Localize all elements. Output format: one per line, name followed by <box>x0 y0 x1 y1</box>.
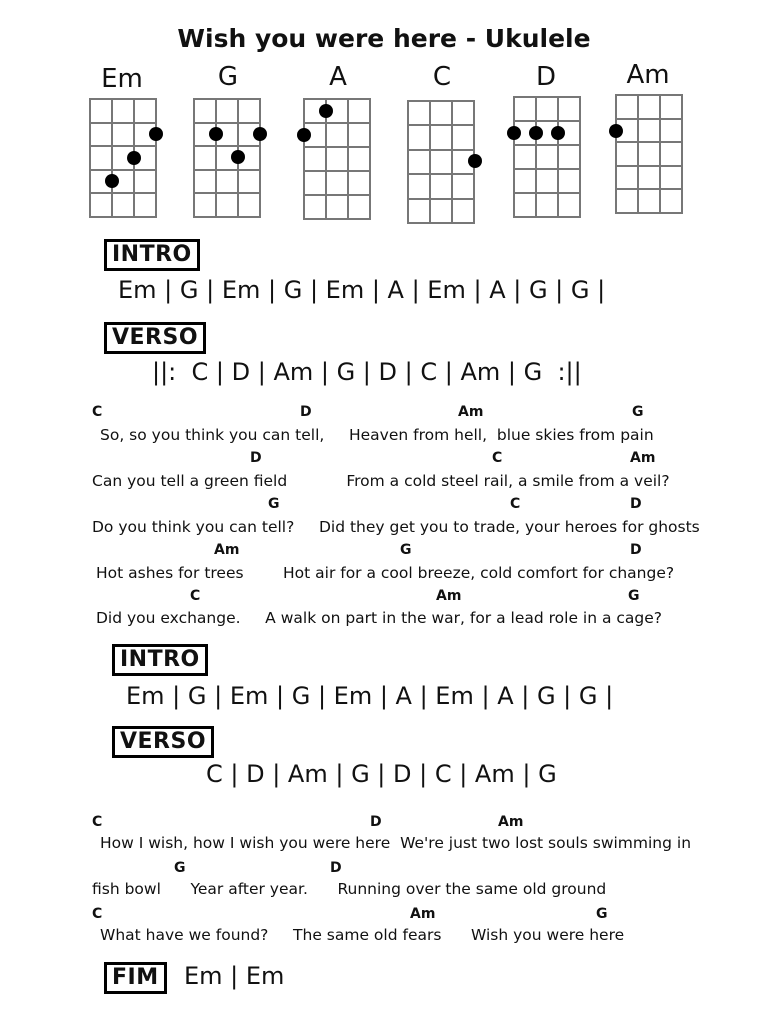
chord-label: D <box>250 450 262 466</box>
chord-label: C <box>190 588 201 604</box>
chord-label: G <box>268 496 280 512</box>
chord-diagram-a-icon <box>294 94 384 224</box>
lyric-line: Did you exchange. A walk on part in the war, for a lead role in a cage? <box>96 609 663 627</box>
chord-diagram-em-icon <box>80 94 170 224</box>
chord-label: Am <box>214 542 240 558</box>
chord-label: D <box>370 814 382 830</box>
chord-label: C <box>92 814 103 830</box>
chord-name-am: Am <box>626 60 670 90</box>
lyric-line: Can you tell a green field From a cold steel rail, a smile from a veil? <box>92 472 670 490</box>
chord-name-c: C <box>432 62 452 92</box>
chord-label: C <box>492 450 503 466</box>
chord-name-g: G <box>217 62 239 92</box>
chord-label: Am <box>630 450 656 466</box>
chord-diagram-am-icon <box>606 92 696 222</box>
chord-name-em: Em <box>101 64 143 94</box>
chord-label: D <box>330 860 342 876</box>
chord-label: D <box>630 542 642 558</box>
chord-label: C <box>92 404 103 420</box>
section-verso: VERSO <box>104 322 206 354</box>
chord-name-d: D <box>535 62 557 92</box>
lyric-line: fish bowl Year after year. Running over the same old ground <box>92 880 607 898</box>
chord-diagram-g-icon <box>186 94 276 224</box>
lyric-line: What have we found? The same old fears Wish you were here <box>100 926 625 944</box>
section-fim: FIM <box>104 962 167 994</box>
chord-label: Am <box>436 588 462 604</box>
lyric-line: Hot ashes for trees Hot air for a cool breeze, cold comfort for change? <box>96 564 675 582</box>
chord-label: Am <box>498 814 524 830</box>
section-intro: INTRO <box>112 644 208 676</box>
lyric-line: So, so you think you can tell, Heaven from hell, blue skies from pain <box>100 426 654 444</box>
chord-label: D <box>630 496 642 512</box>
chord-label: G <box>628 588 640 604</box>
intro-progression: Em | G | Em | G | Em | A | Em | A | G | G | <box>126 682 614 710</box>
fim-progression: Em | Em <box>184 962 285 990</box>
chord-label: Am <box>458 404 484 420</box>
lyric-line: Do you think you can tell? Did they get you to trade, your heroes for ghosts <box>92 518 700 536</box>
section-verso: VERSO <box>112 726 214 758</box>
intro-progression: Em | G | Em | G | Em | A | Em | A | G | G | <box>118 276 606 304</box>
chord-label: G <box>632 404 644 420</box>
section-intro: INTRO <box>104 239 200 271</box>
chord-label: D <box>300 404 312 420</box>
chord-name-a: A <box>329 62 347 92</box>
verso-progression: C | D | Am | G | D | C | Am | G <box>206 760 557 788</box>
lyric-line: How I wish, how I wish you were here We're just two lost souls swimming in <box>100 834 692 852</box>
chord-label: G <box>400 542 412 558</box>
chord-diagram-d-icon <box>504 94 594 224</box>
chord-label: C <box>92 906 103 922</box>
chord-label: Am <box>410 906 436 922</box>
chord-label: C <box>510 496 521 512</box>
page-title: Wish you were here - Ukulele <box>177 24 591 53</box>
chord-diagram-c-icon <box>398 94 488 228</box>
chord-label: G <box>596 906 608 922</box>
chord-label: G <box>174 860 186 876</box>
verso-progression: ||: C | D | Am | G | D | C | Am | G :|| <box>152 358 582 386</box>
